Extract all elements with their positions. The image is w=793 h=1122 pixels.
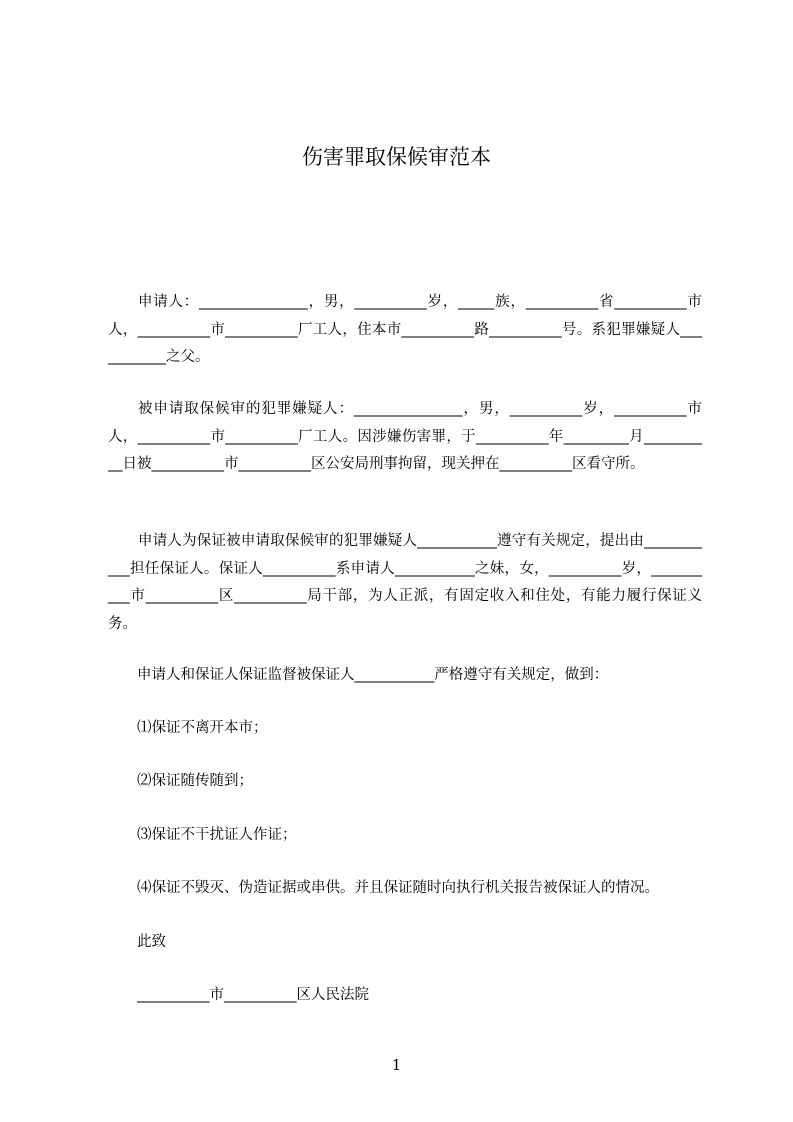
document-title: 伤害罪取保候审范本 [302, 145, 491, 169]
paragraph-suspect: 被申请取保候审的犯罪嫌疑人：_______________，男，__________岁，__________市人，__________市__________厂工人。因涉嫌伤害罪，于__________年_________月__________日被__________市__________区公安局刑事拘留，现关押在__________区看守所。 [108, 401, 702, 472]
obligation-item-2: ⑵保证随传随到； [137, 773, 253, 789]
obligation-item-1: ⑴保证不离开本市； [137, 720, 268, 736]
obligation-item-3: ⑶保证不干扰证人作证； [137, 827, 297, 843]
page-number: 1 [391, 1056, 402, 1074]
obligation-item-4: ⑷保证不毁灭、伪造证据或串供。并且保证随时向执行机关报告被保证人的情况。 [137, 880, 659, 896]
obligation-intro: 申请人和保证人保证监督被保证人___________严格遵守有关规定，做到： [137, 667, 609, 683]
paragraph-guarantor: 申请人为保证被申请取保候审的犯罪嫌疑人___________遵守有关规定，提出由___________担任保证人。保证人__________系申请人___________之妹，女，__________岁，__________市__________区__________局干部，为人正派，有固定收入和住处，有能力履行保证义务。 [108, 533, 702, 632]
closing-salutation: 此致 [137, 934, 166, 950]
paragraph-applicant: 申请人：_______________，男，__________岁，_____族，__________省__________市人，__________市__________厂工人，住本市__________路__________号。系犯罪嫌疑人___________之父。 [108, 294, 702, 365]
addressee-court: __________市__________区人民法院 [137, 987, 369, 1003]
